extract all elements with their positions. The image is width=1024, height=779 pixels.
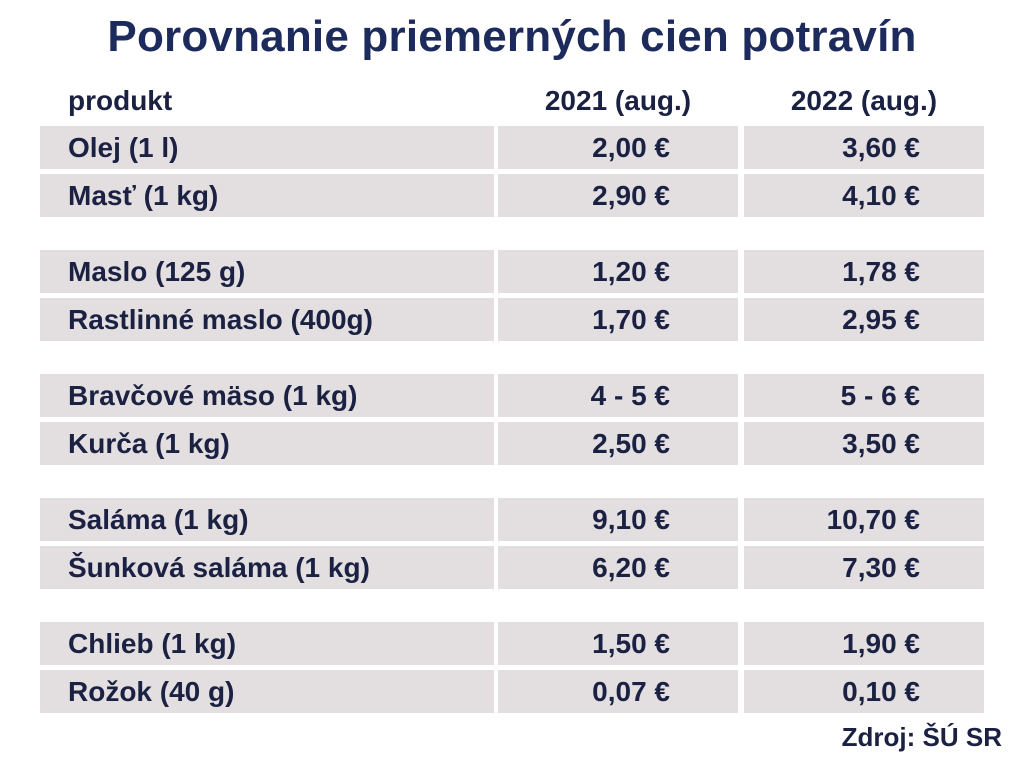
product-name-cell: Rastlinné maslo (400g) <box>40 298 494 341</box>
table-row <box>40 250 984 293</box>
price-2021-cell: 2,90 € <box>498 174 738 217</box>
price-2021-cell: 2,00 € <box>498 126 738 169</box>
product-name-cell: Bravčové mäso (1 kg) <box>40 374 494 417</box>
price-2021-cell: 9,10 € <box>498 498 738 541</box>
price-2022-cell: 1,78 € <box>744 250 984 293</box>
price-2022-cell: 1,90 € <box>744 622 984 665</box>
column-header-product: produkt <box>68 85 173 116</box>
price-2022-cell: 4,10 € <box>744 174 984 217</box>
price-2021-cell: 6,20 € <box>498 546 738 589</box>
table-row <box>40 670 984 713</box>
product-name-cell: Kurča (1 kg) <box>40 422 494 465</box>
price-2022-cell: 10,70 € <box>744 498 984 541</box>
column-header-2022: 2022 (aug.) <box>790 85 938 116</box>
price-2022-cell: 2,95 € <box>744 298 984 341</box>
price-2021-cell: 1,50 € <box>498 622 738 665</box>
table-row <box>40 298 984 341</box>
column-header-2021: 2021 (aug.) <box>544 85 692 116</box>
price-2022-cell: 0,10 € <box>744 670 984 713</box>
product-name-cell: Rožok (40 g) <box>40 670 494 713</box>
table-row <box>40 374 984 417</box>
product-name-cell: Saláma (1 kg) <box>40 498 494 541</box>
price-2022-cell: 7,30 € <box>744 546 984 589</box>
table-row <box>40 622 984 665</box>
table-row <box>40 546 984 589</box>
product-name-cell: Šunková saláma (1 kg) <box>40 546 494 589</box>
price-2022-cell: 3,60 € <box>744 126 984 169</box>
price-2021-cell: 1,20 € <box>498 250 738 293</box>
price-2022-cell: 5 - 6 € <box>744 374 984 417</box>
product-name-cell: Masť (1 kg) <box>40 174 494 217</box>
table-row <box>40 422 984 465</box>
source-note: Zdroj: ŠÚ SR <box>841 722 1002 752</box>
price-2021-cell: 0,07 € <box>498 670 738 713</box>
price-2021-cell: 4 - 5 € <box>498 374 738 417</box>
product-name-cell: Olej (1 l) <box>40 126 494 169</box>
page-title: Porovnanie priemerných cien potravín <box>107 12 917 61</box>
product-name-cell: Maslo (125 g) <box>40 250 494 293</box>
table-row <box>40 174 984 217</box>
price-2022-cell: 3,50 € <box>744 422 984 465</box>
product-name-cell: Chlieb (1 kg) <box>40 622 494 665</box>
price-2021-cell: 1,70 € <box>498 298 738 341</box>
table-row <box>40 498 984 541</box>
price-2021-cell: 2,50 € <box>498 422 738 465</box>
table-row <box>40 126 984 169</box>
